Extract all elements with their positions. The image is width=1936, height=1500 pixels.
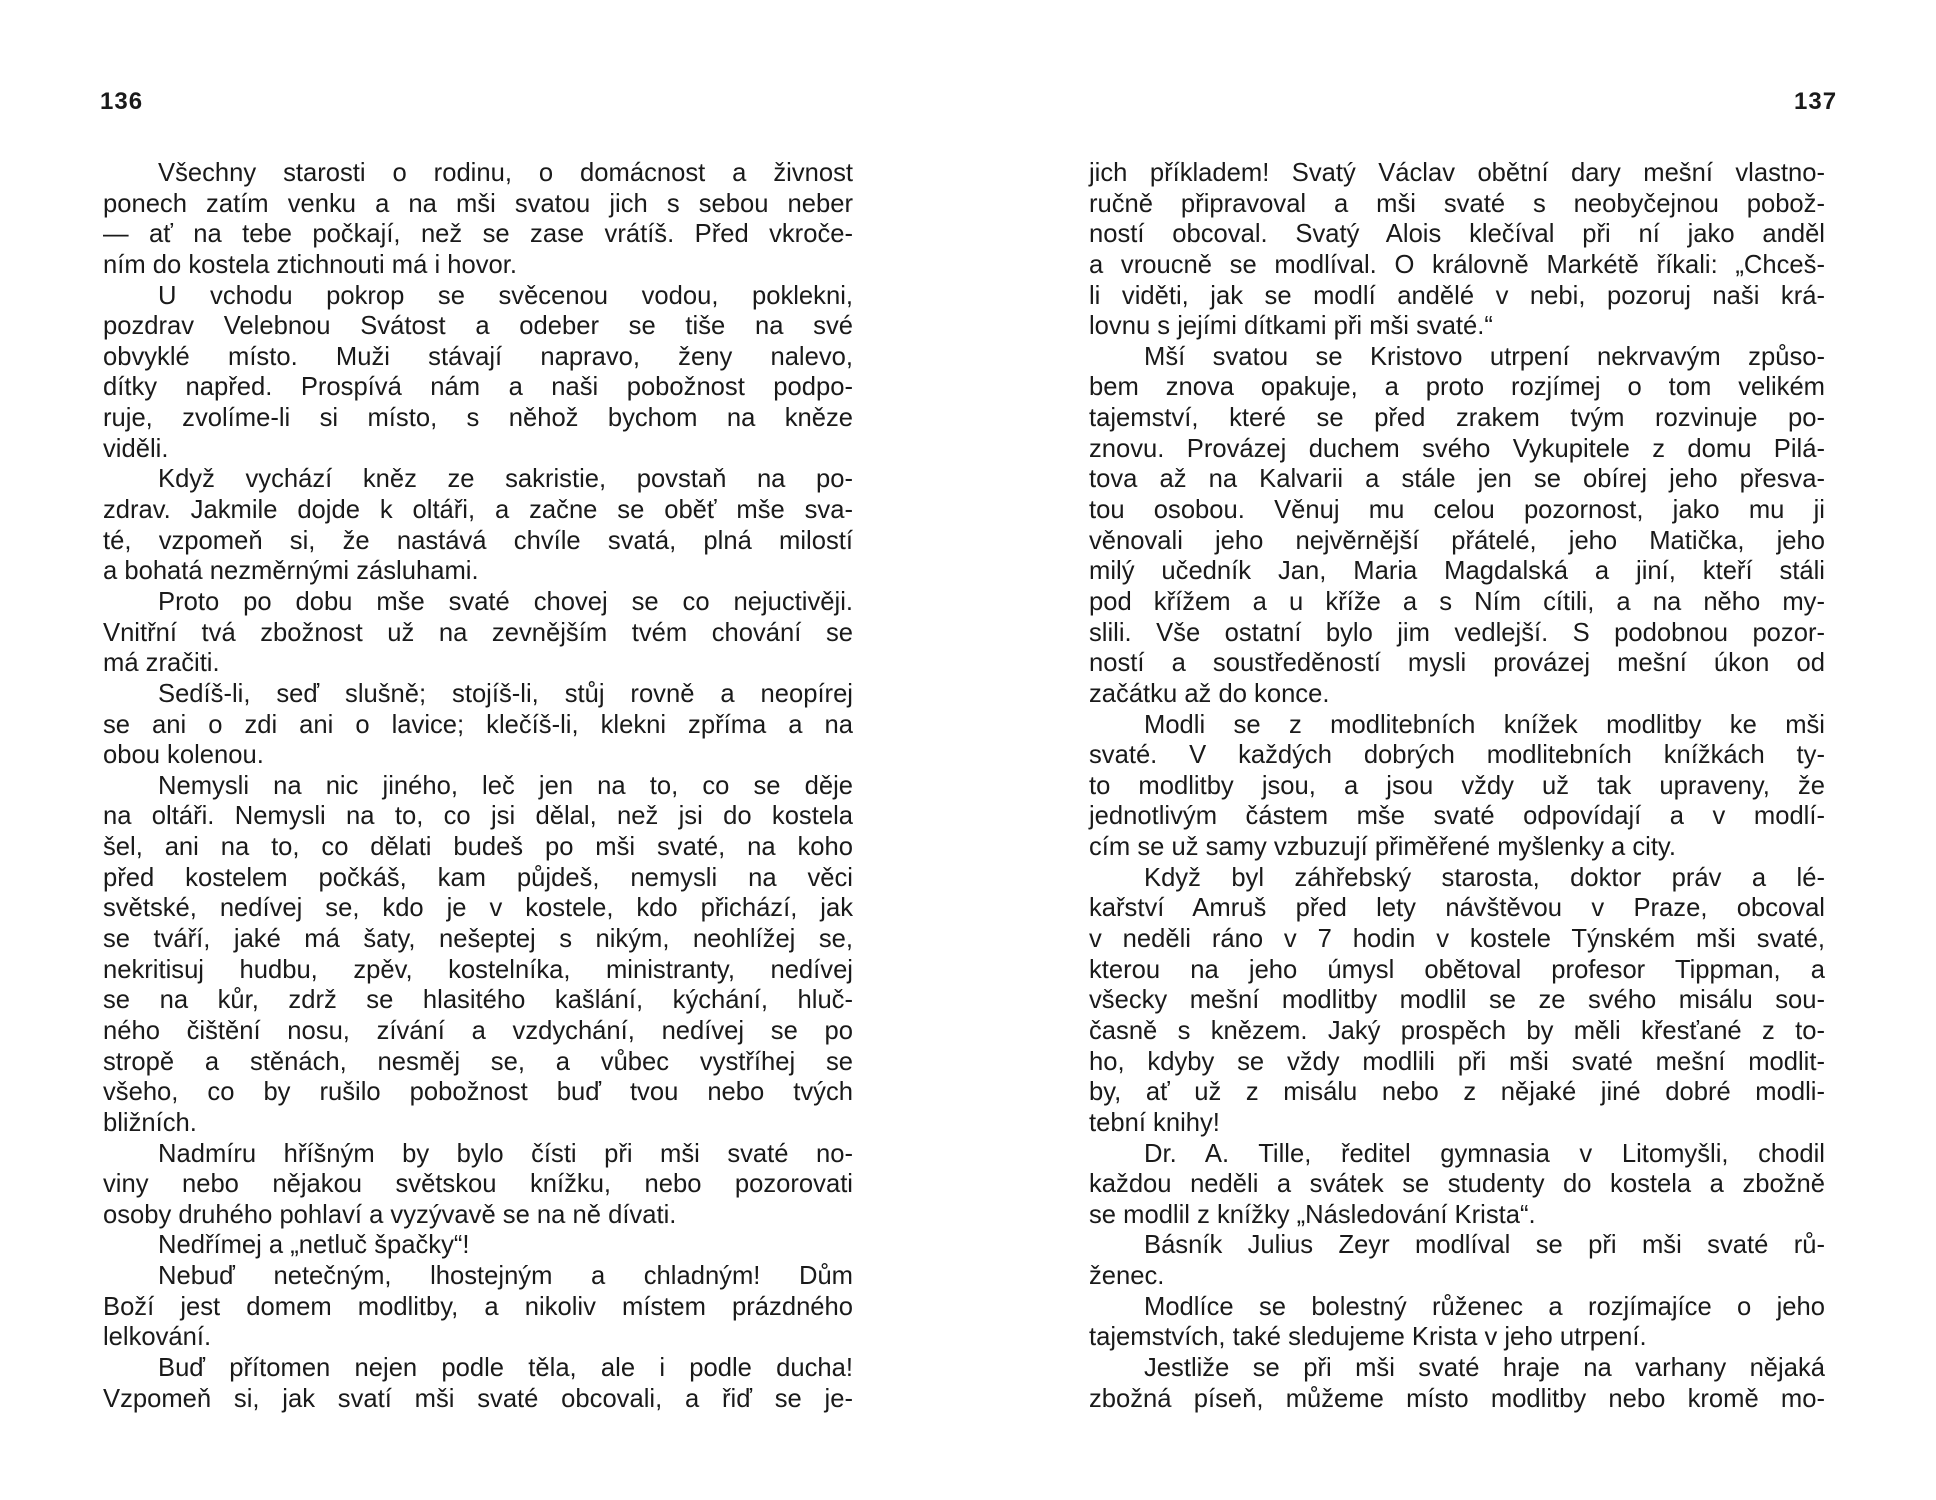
text-line: ručně připravoval a mši svaté s neobyčejnou pobož- — [1089, 189, 1825, 218]
text-line: tební knihy! — [1089, 1108, 1220, 1137]
right-page — [968, 0, 1936, 1500]
text-line: li viděti, jak se modlí andělé v nebi, pozoruj naši krá- — [1089, 281, 1825, 310]
text-line: ností obcoval. Svatý Alois klečíval při ní jako anděl — [1089, 220, 1825, 249]
text-line: začátku až do konce. — [1089, 679, 1330, 708]
text-line: Boží jest domem modlitby, a nikoliv místem prázdného — [103, 1292, 853, 1321]
text-line: každou neděli a svátek se studenty do kostela a zbožně — [1089, 1170, 1825, 1199]
text-line: zdrav. Jakmile dojde k oltáři, a začne se oběť mše sva- — [103, 496, 853, 525]
text-line: jednotlivým částem mše svaté odpovídají a v modlí- — [1089, 802, 1825, 831]
text-line: Dr. A. Tille, ředitel gymnasia v Litomyšli, chodil — [1144, 1139, 1825, 1168]
text-line: Jestliže se při mši svaté hraje na varhany nějaká — [1144, 1353, 1825, 1382]
text-line: jich příkladem! Svatý Václav obětní dary mešní vlastno- — [1089, 159, 1825, 187]
text-line: se tváří, jaké má šaty, nešeptej s nikým, neohlížej se, — [103, 925, 853, 954]
text-line: slili. Vše ostatní bylo jim vedlejší. S podobnou pozor- — [1089, 618, 1825, 647]
text-line: stropě a stěnách, nesměj se, a vůbec vystříhej se — [103, 1047, 853, 1076]
text-line: a vroucně se modlíval. O královně Markétě říkali: „Chceš- — [1089, 250, 1825, 279]
text-line: Buď přítomen nejen podle těla, ale i podle ducha! — [158, 1353, 853, 1382]
text-line: bližních. — [103, 1108, 197, 1137]
text-line: před kostelem počkáš, kam půjdeš, nemysli na věci — [103, 863, 853, 892]
text-line: U vchodu pokrop se svěcenou vodou, poklekni, — [158, 281, 853, 310]
text-line: Všechny starosti o rodinu, o domácnost a živnost — [158, 159, 853, 187]
text-line: — ať na tebe počkají, než se zase vrátíš. Před vkroče- — [103, 220, 853, 249]
text-line: pod křížem a u kříže a s Ním cítili, a na něho my- — [1089, 587, 1825, 616]
text-line: se ani o zdi ani o lavice; klečíš-li, klekni zpříma a na — [103, 710, 853, 739]
text-line: tova až na Kalvarii a stále jen se obírej jeho přesva- — [1089, 465, 1825, 494]
text-line: ponech zatím venku a na mši svatou jich s sebou neber — [103, 189, 853, 218]
text-line: časně s knězem. Jaký prospěch by měli křesťané z to- — [1089, 1016, 1825, 1045]
text-line: cím se už samy vzbuzují přiměřené myšlenky a city. — [1089, 833, 1676, 862]
page-body-text — [1089, 158, 1825, 1414]
text-line: šel, ani na to, co dělati budeš po mši svaté, na koho — [103, 833, 853, 862]
text-line: obvyklé místo. Muži stávají napravo, ženy nalevo, — [103, 342, 853, 371]
text-line: Vzpomeň si, jak svatí mši svaté obcovali, a řiď se je- — [103, 1384, 853, 1413]
text-line: obou kolenou. — [103, 741, 264, 770]
text-line: Nemysli na nic jiného, leč jen na to, co se děje — [158, 771, 853, 800]
text-line: znovu. Provázej duchem svého Vykupitele z domu Pilá- — [1089, 434, 1825, 463]
text-line: milý učedník Jan, Maria Magdalská a jiní, kteří stáli — [1089, 557, 1825, 586]
text-line: věnovali jeho nejvěrnější přátelé, jeho Matička, jeho — [1089, 526, 1825, 555]
text-line: světské, nedívej se, kdo je v kostele, kdo přichází, jak — [103, 894, 853, 923]
text-line: lelkování. — [103, 1323, 212, 1352]
text-line: Básník Julius Zeyr modlíval se při mši svaté rů- — [1144, 1231, 1825, 1260]
text-line: kařství Amruš před lety návštěvou v Praze, obcoval — [1089, 894, 1825, 923]
text-line: Modlíce se bolestný růženec a rozjímajíce o jeho — [1144, 1292, 1825, 1321]
text-line: pozdrav Velebnou Svátost a odeber se tiše na své — [103, 312, 853, 341]
text-line: Vnitřní tvá zbožnost už na zevnějším tvém chování se — [103, 618, 853, 647]
text-line: Nedřímej a „netluč špačky“! — [158, 1231, 470, 1260]
text-line: ností a soustředěností mysli provázej mešní úkon od — [1089, 649, 1825, 678]
text-line: viny nebo nějakou světskou knížku, nebo pozorovati — [103, 1170, 853, 1199]
text-line: ženec. — [1089, 1262, 1165, 1291]
text-line: všecky mešní modlitby modlil se ze svého misálu sou- — [1089, 986, 1825, 1015]
text-line: bem znova opakuje, a proto rozjímej o tom velikém — [1089, 373, 1825, 402]
text-line: Sedíš-li, seď slušně; stojíš-li, stůj rovně a neopírej — [158, 679, 853, 708]
text-line: Proto po dobu mše svaté chovej se co nejuctivěji. — [158, 587, 853, 616]
text-line: tajemství, které se před zrakem tvým rozvinuje po- — [1089, 404, 1825, 433]
text-line: na oltáři. Nemysli na to, co jsi dělal, než jsi do kostela — [103, 802, 853, 831]
page-number: 137 — [1794, 88, 1838, 115]
text-line: ruje, zvolíme-li si místo, s něhož bychom na kněze — [103, 404, 853, 433]
text-line: viděli. — [103, 434, 169, 463]
text-line: a bohatá nezměrnými zásluhami. — [103, 557, 479, 586]
text-line: Modli se z modlitebních knížek modlitby ke mši — [1144, 710, 1825, 739]
text-line: svaté. V každých dobrých modlitebních knížkách ty- — [1089, 741, 1825, 770]
text-line: kterou na jeho úmysl obětoval profesor Tippman, a — [1089, 955, 1825, 984]
text-line: to modlitby jsou, a jsou vždy už tak upraveny, že — [1089, 771, 1825, 800]
text-line: by, ať už z misálu nebo z nějaké jiné dobré modli- — [1089, 1078, 1825, 1107]
text-line: má zračiti. — [103, 649, 220, 678]
text-line: v neděli ráno v 7 hodin v kostele Týnském mši svaté, — [1089, 925, 1825, 954]
page-body-text — [103, 158, 853, 1414]
text-line: Nadmíru hříšným by bylo čísti při mši svaté no- — [158, 1139, 853, 1168]
text-line: osoby druhého pohlaví a vyzývavě se na ně dívati. — [103, 1200, 677, 1229]
text-line: Mší svatou se Kristovo utrpení nekrvavým způso- — [1144, 342, 1825, 371]
text-line: zbožná píseň, můžeme místo modlitby nebo kromě mo- — [1089, 1384, 1825, 1413]
text-line: tajemstvích, také sledujeme Krista v jeho utrpení. — [1089, 1323, 1647, 1352]
text-line: dítky napřed. Prospívá nám a naši pobožnost podpo- — [103, 373, 853, 402]
text-line: všeho, co by rušilo pobožnost buď tvou nebo tvých — [103, 1078, 853, 1107]
text-line: Když vychází kněz ze sakristie, povstaň na po- — [158, 465, 853, 494]
text-line: ho, kdyby se vždy modlili při mši svaté mešní modlit- — [1089, 1047, 1825, 1076]
text-line: se modlil z knížky „Následování Krista“. — [1089, 1200, 1536, 1229]
text-line: té, vzpomeň si, že nastává chvíle svatá, plná milostí — [103, 526, 853, 555]
text-line: ním do kostela ztichnouti má i hovor. — [103, 250, 517, 279]
text-line: tou osobou. Věnuj mu celou pozornost, jako mu ji — [1089, 496, 1825, 525]
text-line: se na kůr, zdrž se hlasitého kašlání, kýchání, hluč- — [103, 986, 853, 1015]
text-line: lovnu s jejími dítkami při mši svaté.“ — [1089, 312, 1493, 341]
page-number: 136 — [100, 88, 144, 115]
text-line: nekritisuj hudbu, zpěv, kostelníka, ministranty, nedívej — [103, 955, 853, 984]
text-line: Když byl záhřebský starosta, doktor práv a lé- — [1144, 863, 1825, 892]
text-line: ného čištění nosu, zívání a vzdychání, nedívej se po — [103, 1016, 853, 1045]
text-line: Nebuď netečným, lhostejným a chladným! Dům — [158, 1262, 853, 1291]
